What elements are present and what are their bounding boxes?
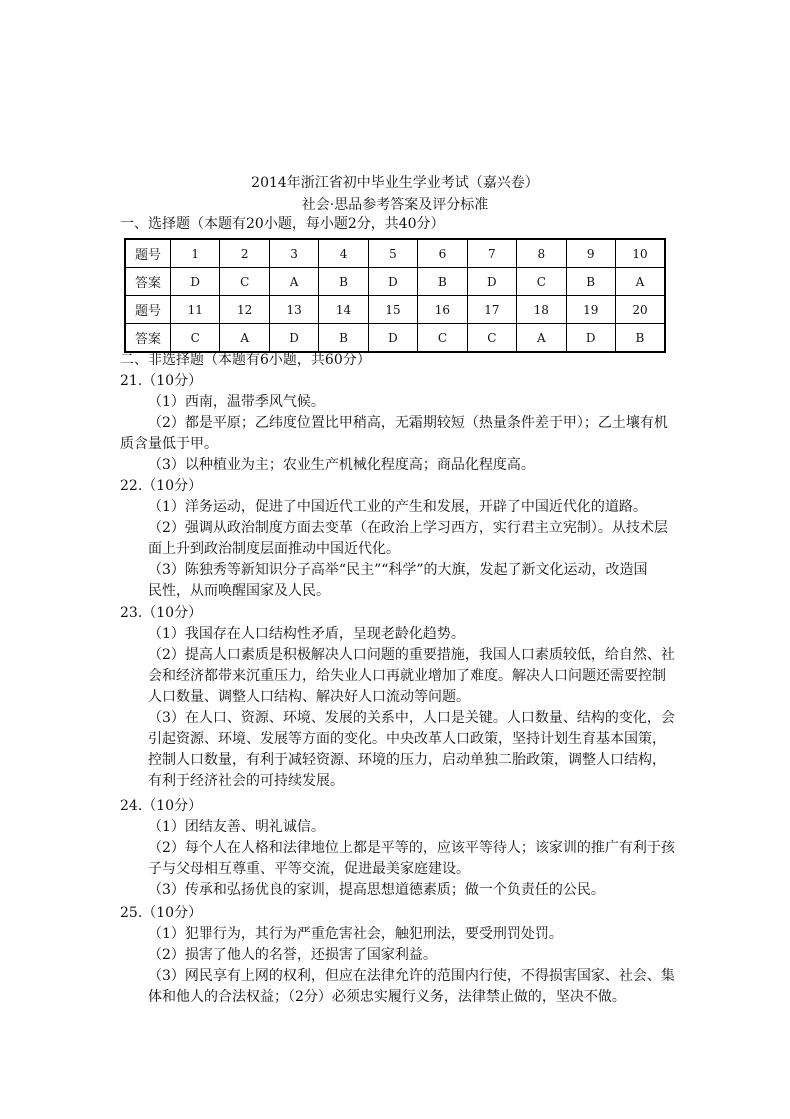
question-number: 18 bbox=[517, 296, 566, 324]
row-label: 答案 bbox=[125, 324, 171, 353]
question-number: 13 bbox=[269, 296, 318, 324]
answer-line: （1）团结友善、明礼诚信。 bbox=[148, 819, 325, 835]
answer-cell: A bbox=[269, 268, 318, 296]
answer-cell: C bbox=[220, 268, 269, 296]
answer-line: （1）洋务运动，促进了中国近代工业的产生和发展，开辟了中国近代化的道路。 bbox=[148, 499, 647, 515]
answer-line: （2）损害了他人的名誉，还损害了国家利益。 bbox=[148, 947, 437, 963]
answer-cell: C bbox=[467, 324, 516, 353]
row-label: 题号 bbox=[125, 239, 171, 268]
answer-line: （2）每个人在人格和法律地位上都是平等的，应该平等待人；该家训的推广有利于孩 bbox=[148, 840, 675, 856]
answer-line-continued: 民性，从而唤醒国家及人民。 bbox=[148, 583, 330, 599]
question-number: 2 bbox=[220, 239, 269, 268]
answer-cell: D bbox=[467, 268, 516, 296]
answer-line: （3）网民享有上网的权利，但应在法律允许的范围内行使，不得损害国家、社会、集 bbox=[148, 968, 675, 984]
answer-line-continued: 面上升到政治制度层面推动中国近代化。 bbox=[148, 541, 400, 557]
section-2-heading: 二、非选择题（本题有6小题，共60分） bbox=[120, 352, 371, 368]
answer-line-continued: 质含量低于甲。 bbox=[120, 436, 218, 452]
answer-cell: B bbox=[566, 268, 615, 296]
answer-line: （1）我国存在人口结构性矛盾，呈现老龄化趋势。 bbox=[148, 626, 465, 642]
answer-cell: B bbox=[418, 268, 467, 296]
question-number: 11 bbox=[171, 296, 220, 324]
question-number: 16 bbox=[418, 296, 467, 324]
answer-line: （1）犯罪行为，其行为严重危害社会，触犯刑法，要受刑罚处罚。 bbox=[148, 926, 563, 942]
answer-cell: D bbox=[269, 324, 318, 353]
answer-line: （3）在人口、资源、环境、发展的关系中，人口是关键。人口数量、结构的变化，会 bbox=[148, 710, 675, 726]
answer-cell: A bbox=[220, 324, 269, 353]
answer-cell: C bbox=[418, 324, 467, 353]
answer-line-continued: 有利于经济社会的可持续发展。 bbox=[148, 773, 344, 789]
question-number: 6 bbox=[418, 239, 467, 268]
question-number: 1 bbox=[171, 239, 220, 268]
answer-cell: C bbox=[517, 268, 566, 296]
question-header: 21.（10分） bbox=[120, 373, 203, 389]
table-row-answers-1 bbox=[125, 268, 665, 296]
answer-cell: B bbox=[319, 324, 368, 353]
answer-line: （2）都是平原；乙纬度位置比甲稍高，无霜期较短（热量条件差于甲）；乙土壤有机 bbox=[148, 415, 668, 431]
answer-line: （3）陈独秀等新知识分子高举“民主”“科学”的大旗，发起了新文化运动，改造国 bbox=[148, 562, 648, 578]
question-number: 12 bbox=[220, 296, 269, 324]
section-1-heading: 一、选择题（本题有20小题，每小题2分，共40分） bbox=[120, 216, 445, 232]
answer-line-continued: 引起资源、环境、发展等方面的变化。中央改革人口政策，坚持计划生育基本国策， bbox=[148, 731, 666, 747]
question-24 bbox=[120, 796, 680, 901]
question-25 bbox=[120, 903, 680, 1008]
question-number: 15 bbox=[368, 296, 417, 324]
answer-cell: C bbox=[171, 324, 220, 353]
answer-cell: D bbox=[566, 324, 615, 353]
answer-line-continued: 子与父母相互尊重、平等交流，促进最美家庭建设。 bbox=[148, 861, 470, 877]
question-header: 25.（10分） bbox=[120, 905, 203, 921]
question-header: 23.（10分） bbox=[120, 605, 203, 621]
question-number: 19 bbox=[566, 296, 615, 324]
answer-cell: D bbox=[171, 268, 220, 296]
row-label: 答案 bbox=[125, 268, 171, 296]
question-number: 7 bbox=[467, 239, 516, 268]
question-header: 24.（10分） bbox=[120, 798, 203, 814]
answer-cell: B bbox=[615, 324, 665, 353]
question-header: 22.（10分） bbox=[120, 478, 203, 494]
table-row-answers-2 bbox=[125, 324, 665, 353]
question-number: 10 bbox=[615, 239, 665, 268]
answer-line-continued: 控制人口数量，有利于减轻资源、环境的压力，启动单独二胎政策，调整人口结构， bbox=[148, 752, 666, 768]
question-number: 3 bbox=[269, 239, 318, 268]
question-23 bbox=[120, 603, 680, 792]
answer-line-continued: 会和经济都带来沉重压力，给失业人口再就业增加了难度。解决人口问题还需要控制 bbox=[148, 668, 666, 684]
answer-line: （1）西南，温带季风气候。 bbox=[148, 394, 325, 410]
question-number: 5 bbox=[368, 239, 417, 268]
question-number: 20 bbox=[615, 296, 665, 324]
answer-line: （2）强调从政治制度方面去变革（在政治上学习西方，实行君主立宪制）。从技术层 bbox=[148, 520, 668, 536]
question-number: 9 bbox=[566, 239, 615, 268]
answer-cell: A bbox=[517, 324, 566, 353]
answer-line: （2）提高人口素质是积极解决人口问题的重要措施，我国人口素质较低，给自然、社 bbox=[148, 647, 675, 663]
question-21 bbox=[120, 371, 680, 476]
row-label: 题号 bbox=[125, 296, 171, 324]
answer-cell: D bbox=[368, 324, 417, 353]
question-number: 17 bbox=[467, 296, 516, 324]
question-number: 14 bbox=[319, 296, 368, 324]
question-number: 4 bbox=[319, 239, 368, 268]
answer-line: （3）以种植业为主；农业生产机械化程度高；商品化程度高。 bbox=[148, 457, 535, 473]
answer-line: （3）传承和弘扬优良的家训，提高思想道德素质；做一个负责任的公民。 bbox=[148, 882, 605, 898]
answer-cell: A bbox=[615, 268, 665, 296]
answer-line-continued: 体和他人的合法权益；（2分）必须忠实履行义务，法律禁止做的，坚决不做。 bbox=[148, 989, 626, 1005]
answer-table bbox=[124, 238, 666, 353]
table-row-numbers-2 bbox=[125, 296, 665, 324]
document-title: 2014年浙江省初中毕业生学业考试（嘉兴卷） bbox=[251, 175, 539, 191]
table-row-numbers-1 bbox=[125, 239, 665, 268]
answer-cell: B bbox=[319, 268, 368, 296]
answer-line-continued: 人口数量、调整人口结构、解决好人口流动等问题。 bbox=[148, 689, 470, 705]
document-subtitle: 社会·思品参考答案及评分标准 bbox=[301, 197, 489, 213]
question-number: 8 bbox=[517, 239, 566, 268]
question-22 bbox=[120, 476, 680, 602]
answer-cell: D bbox=[368, 268, 417, 296]
